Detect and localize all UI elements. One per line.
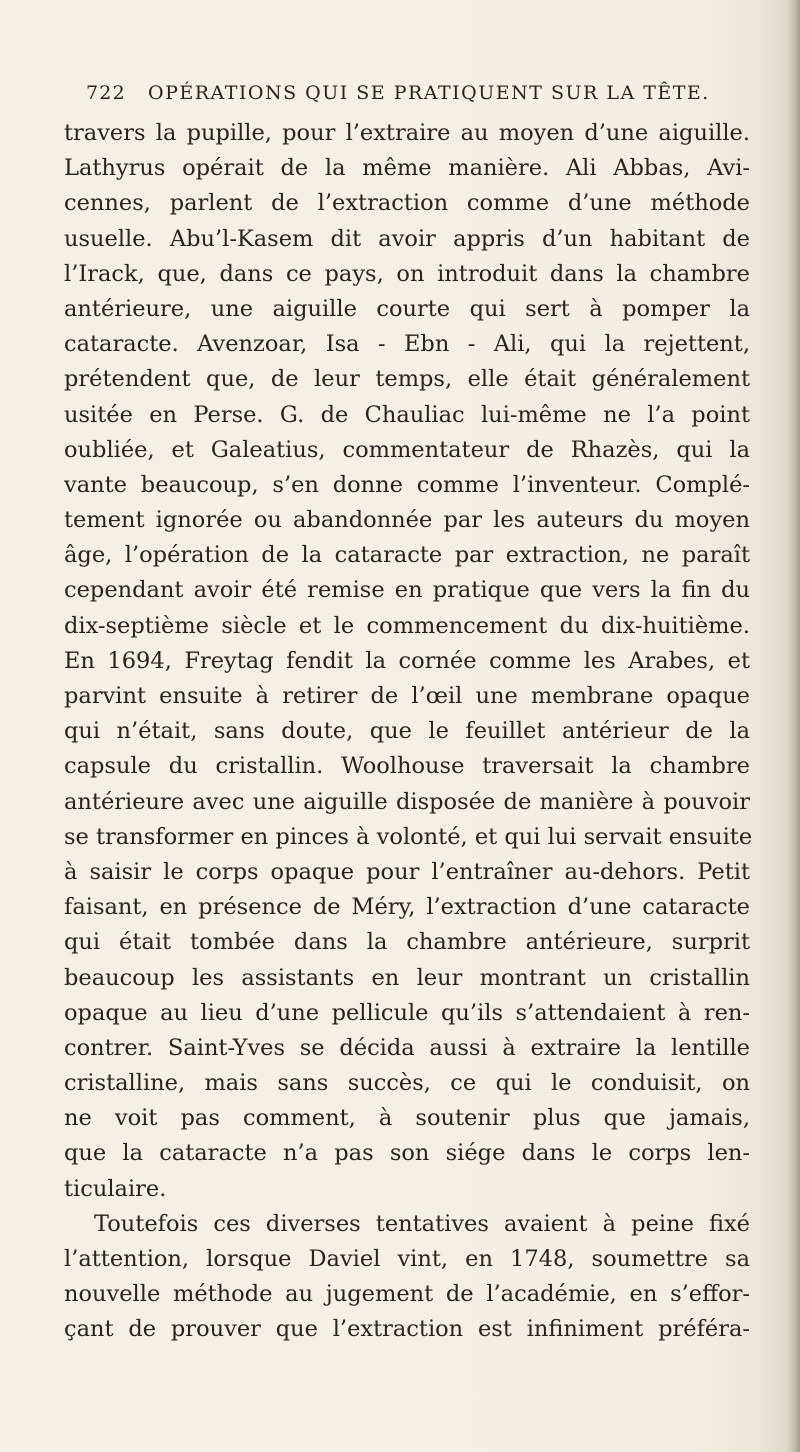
text-line: travers la pupille, pour l’extraire au moyen d’une aiguille. bbox=[64, 120, 750, 146]
text-line: âge, l’opération de la cataracte par extraction, ne paraît bbox=[64, 542, 750, 569]
paragraph-start-line: Toutefois ces diverses tentatives avaient à peine fixé bbox=[94, 1210, 750, 1237]
text-line: se transformer en pinces à volonté, et qui lui servait ensuite bbox=[64, 823, 753, 850]
text-line: oubliée, et Galeatius, commentateur de Rhazès, qui la bbox=[64, 436, 750, 463]
text-line: à saisir le corps opaque pour l’entraîner au-dehors. Petit bbox=[64, 858, 750, 885]
text-line: beaucoup les assistants en leur montrant un cristallin bbox=[64, 964, 750, 991]
body-text bbox=[64, 116, 753, 1348]
text-line: opaque au lieu d’une pellicule qu’ils s’attendaient à ren- bbox=[64, 999, 750, 1026]
text-line: que la cataracte n’a pas son siége dans le corps len- bbox=[64, 1140, 750, 1167]
paragraph-end-line: ticulaire. bbox=[64, 1175, 167, 1202]
text-line: cependant avoir été remise en pratique que vers la fin du bbox=[64, 577, 750, 604]
page-header bbox=[86, 82, 726, 112]
text-line: l’Irack, que, dans ce pays, on introduit dans la chambre bbox=[64, 260, 750, 287]
page-edge-shadow bbox=[786, 0, 800, 1452]
text-line: capsule du cristallin. Woolhouse traversait la chambre bbox=[64, 753, 750, 780]
text-line: tement ignorée ou abandonnée par les auteurs du moyen bbox=[64, 507, 750, 534]
text-line: qui était tombée dans la chambre antérieure, surprit bbox=[64, 929, 750, 956]
text-line: çant de prouver que l’extraction est infiniment préféra- bbox=[64, 1316, 750, 1343]
running-title: OPÉRATIONS QUI SE PRATIQUENT SUR LA TÊTE. bbox=[148, 82, 710, 104]
text-line: l’attention, lorsque Daviel vint, en 1748, soumettre sa bbox=[64, 1246, 750, 1272]
text-line: usitée en Perse. G. de Chauliac lui-même ne l’a point bbox=[64, 401, 750, 428]
text-line: faisant, en présence de Méry, l’extraction d’une cataracte bbox=[64, 894, 750, 921]
text-line: En 1694, Freytag fendit la cornée comme les Arabes, et bbox=[64, 647, 750, 674]
text-line: qui n’était, sans doute, que le feuillet antérieur de la bbox=[64, 718, 750, 745]
text-line: usuelle. Abu’l-Kasem dit avoir appris d’un habitant de bbox=[64, 225, 750, 252]
text-line: ne voit pas comment, à soutenir plus que jamais, bbox=[64, 1105, 750, 1132]
text-line: dix-septième siècle et le commencement du dix-huitième. bbox=[64, 612, 750, 639]
text-line: antérieure avec une aiguille disposée de manière à pouvoir bbox=[64, 788, 750, 815]
text-line: prétendent que, de leur temps, elle était généralement bbox=[64, 366, 750, 393]
text-line: Lathyrus opérait de la même manière. Ali Abbas, Avi- bbox=[64, 155, 750, 182]
text-line: antérieure, une aiguille courte qui sert à pomper la bbox=[64, 295, 750, 322]
text-line: cennes, parlent de l’extraction comme d’une méthode bbox=[64, 190, 750, 217]
page-number: 722 bbox=[86, 82, 126, 104]
text-line: contrer. Saint-Yves se décida aussi à extraire la lentille bbox=[64, 1034, 750, 1061]
text-line: cristalline, mais sans succès, ce qui le conduisit, on bbox=[64, 1070, 750, 1097]
text-line: cataracte. Avenzoar, Isa - Ebn - Ali, qui la rejettent, bbox=[64, 331, 750, 358]
text-line: vante beaucoup, s’en donne comme l’inventeur. Complé- bbox=[64, 471, 750, 498]
text-line: nouvelle méthode au jugement de l’académie, en s’effor- bbox=[64, 1281, 750, 1308]
text-line: parvint ensuite à retirer de l’œil une membrane opaque bbox=[64, 683, 750, 709]
